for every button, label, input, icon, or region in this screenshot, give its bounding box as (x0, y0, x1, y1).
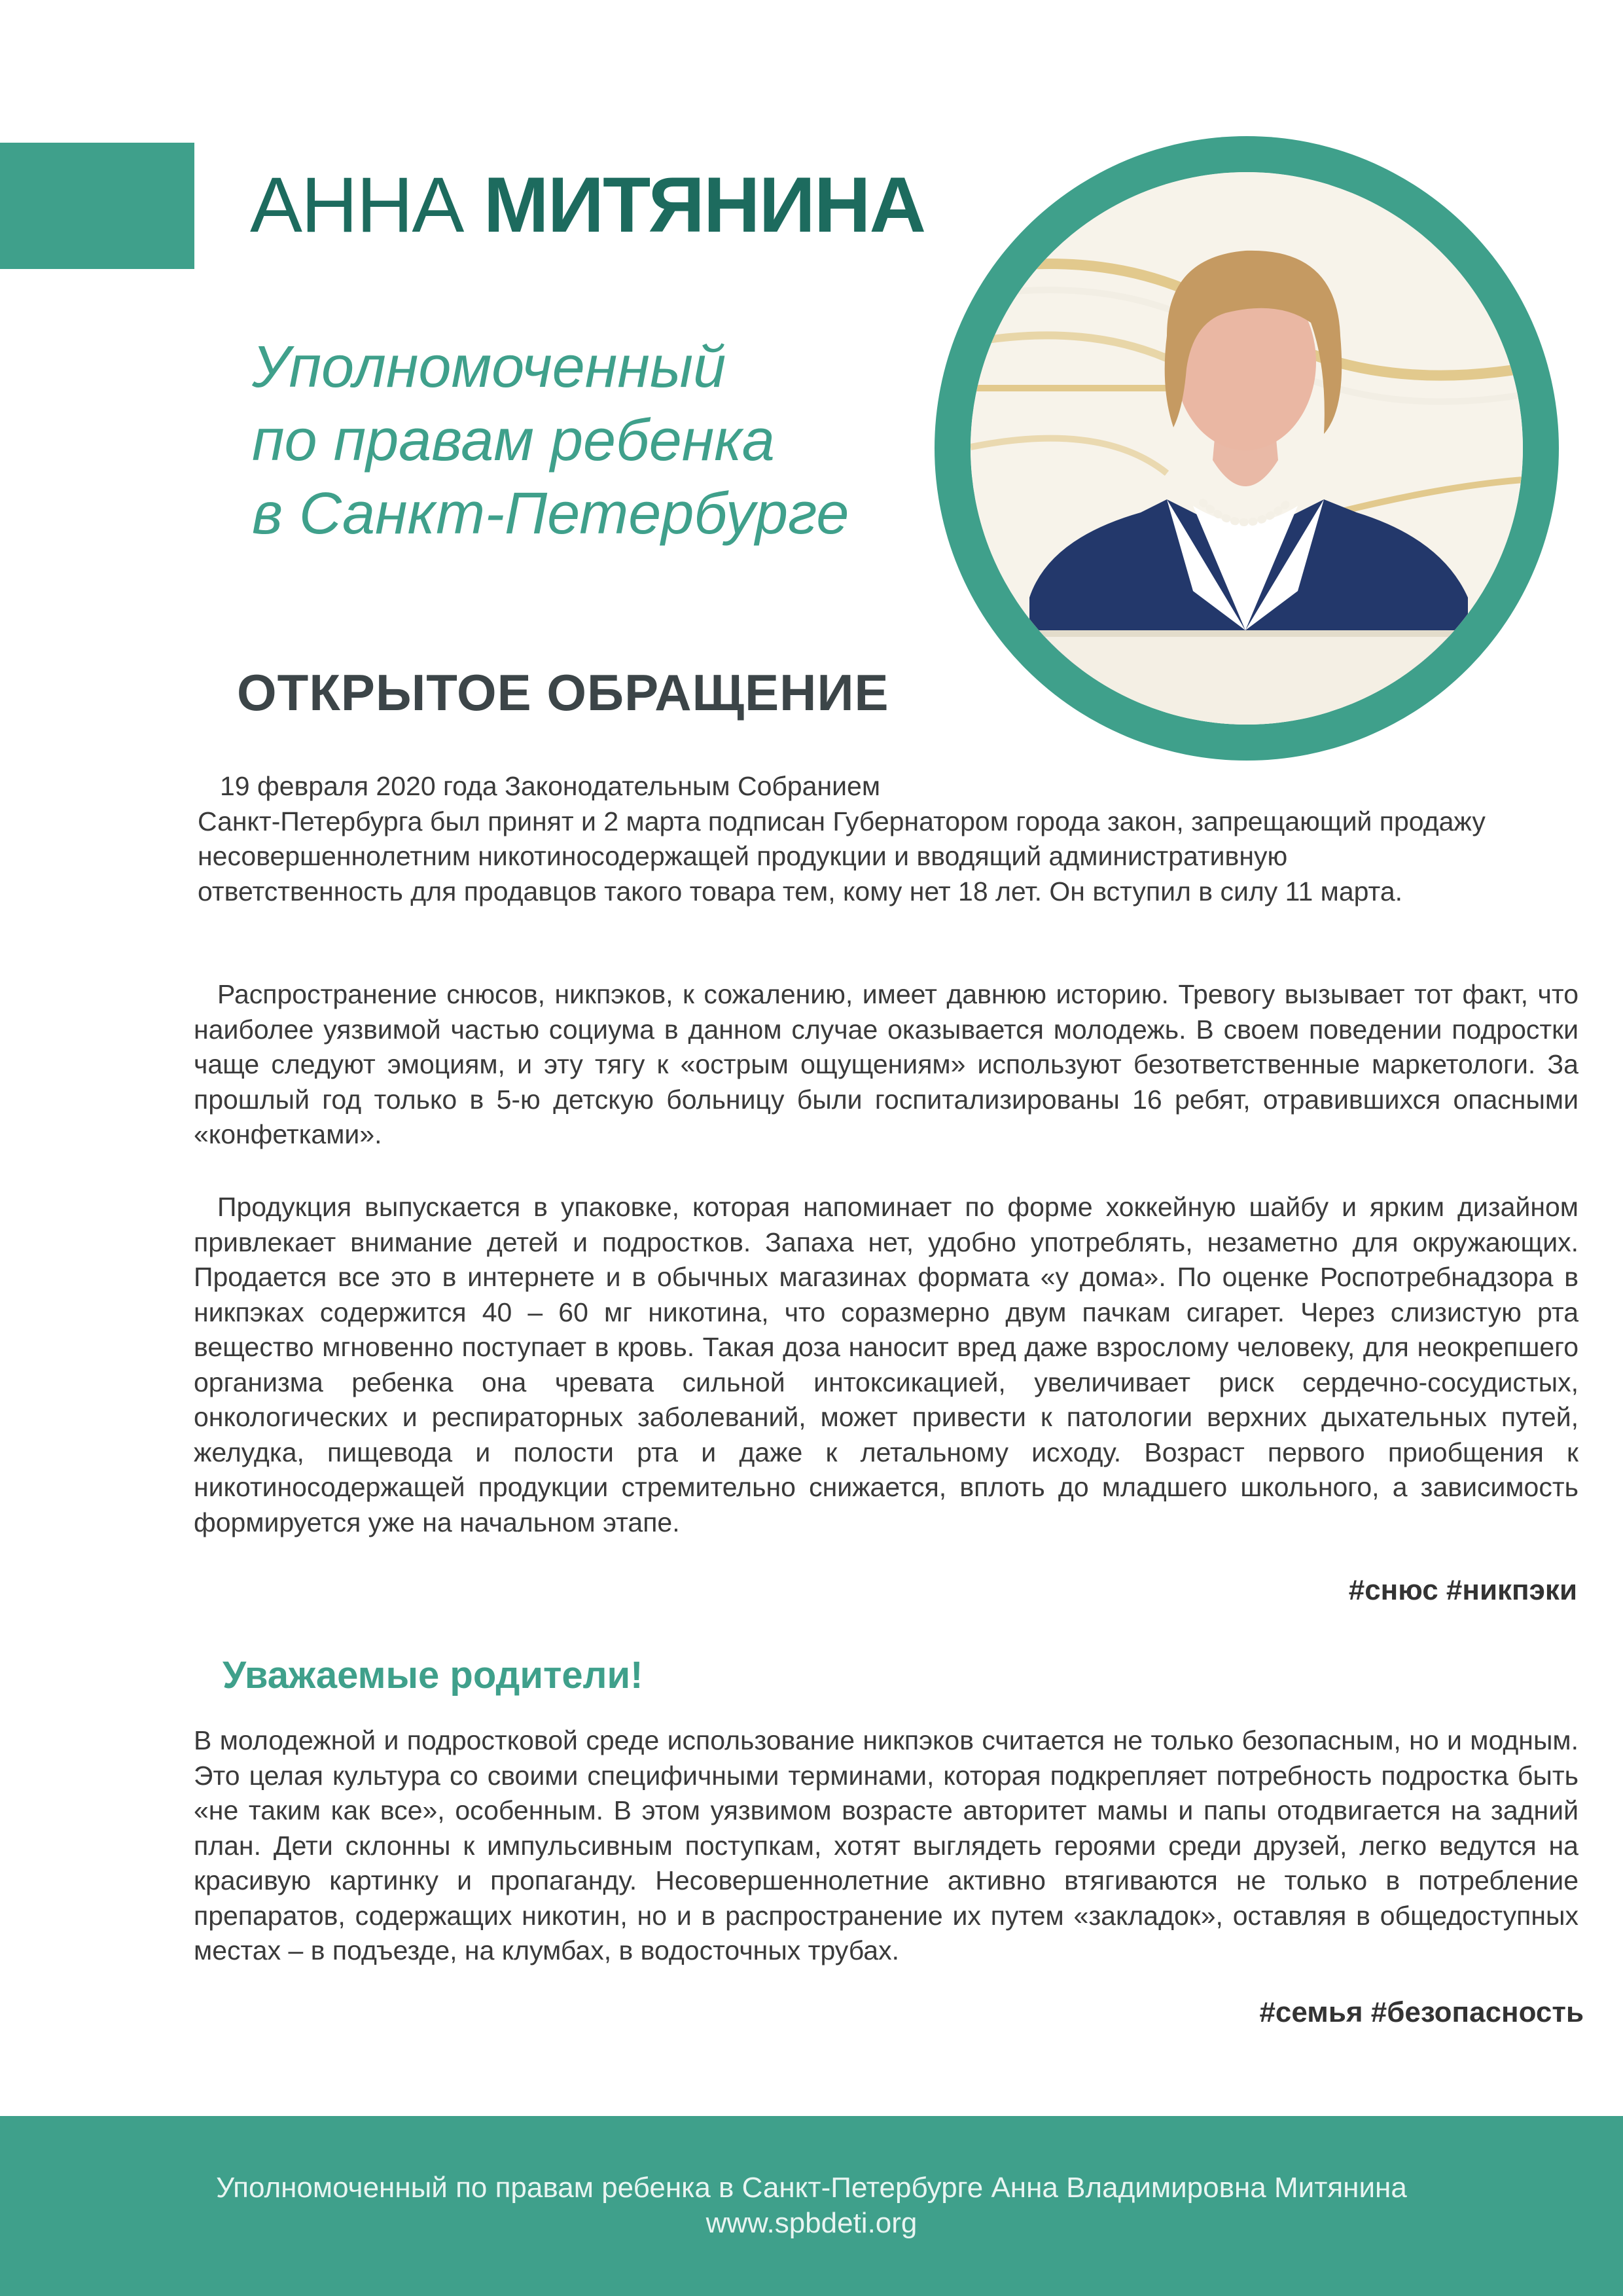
intro-paragraph (198, 769, 1585, 909)
hashtags: #снюс #никпэки (1348, 1574, 1577, 1606)
author-first-name: АННА (250, 161, 463, 249)
footer-website: www.spbdeti.org (705, 2207, 918, 2239)
author-name (250, 156, 925, 254)
role-line: в Санкт-Петербурге (252, 481, 849, 547)
portrait-photo (935, 136, 1559, 761)
hashtags: #семья #безопасность (1259, 1996, 1584, 2028)
intro-line: несовершеннолетним никотиносодержащей продукции и вводящий административную (198, 841, 1288, 871)
page-title: ОТКРЫТОЕ ОБРАЩЕНИЕ (237, 664, 889, 721)
intro-line: 19 февраля 2020 года Законодательным Собранием (220, 771, 881, 801)
author-last-name: МИТЯНИНА (483, 161, 925, 249)
header-accent-block (0, 143, 194, 269)
footer-credit: Уполномоченный по правам ребенка в Санкт-Петербурге Анна Владимировна Митянина (216, 2172, 1407, 2204)
role-line: по правам ребенка (252, 408, 775, 473)
role-line: Уполномоченный (252, 334, 726, 400)
portrait-image (971, 172, 1523, 725)
footer (0, 2116, 1623, 2296)
body-paragraph: Распространение снюсов, никпэков, к сожалению, имеет давнюю историю. Тревогу вызывает тот факт, что наиболее уязвимой частью социума в данном случае оказывается молодежь. В своем поведении подростки чаще следуют эмоциям, и эту тягу к «острым ощущениям» используют безответственные маркетологи. За прошлый год только в 5-ю детскую больницу были госпитализированы 16 ребят, отравившихся опасными «конфетками». (194, 979, 1578, 1149)
intro-line: Санкт-Петербурга был принят и 2 марта подписан Губернатором города закон, запрещающий продажу (198, 806, 1486, 836)
intro-line: ответственность для продавцов такого товара тем, кому нет 18 лет. Он вступил в силу 11 марта. (198, 876, 1403, 906)
portrait-illustration (971, 172, 1523, 725)
body-paragraph: В молодежной и подростковой среде использование никпэков считается не только безопасным, но и модным. Это целая культура со своими специфичными терминами, которая подкрепляет потребность подростка быть «не таким как все», особенным. В этом уязвимом возрасте авторитет мамы и папы отодвигается на задний план. Дети склонны к импульсивным поступкам, хотят выглядеть героями среди друзей, легко ведутся на красивую картинку и пропаганду. Несовершеннолетние активно втягиваются не только в потребление препаратов, содержащих никотин, но и в распространение их путем «закладок», оставляя в общедоступных местах – в подъезде, на клумбах, в водосточных трубах. (194, 1725, 1578, 1965)
parents-heading: Уважаемые родители! (223, 1654, 643, 1696)
author-role (252, 331, 880, 550)
body-paragraph: Продукция выпускается в упаковке, которая напоминает по форме хоккейную шайбу и ярким дизайном привлекает внимание детей и подростков. Запаха нет, удобно употреблять, незаметно для окружающих. Продается все это в интернете и в обычных магазинах формата «у дома». По оценке Роспотребнадзора в никпэках содержится 40 – 60 мг никотина, что соразмерно двум пачкам сигарет. Через слизистую рта вещество мгновенно поступает в кровь. Такая доза наносит вред даже взрослому человеку, для неокрепшего организма ребенка она чревата сильной интоксикацией, увеличивает риск сердечно-сосудистых, онкологических и респираторных заболеваний, может привести к патологии верхних дыхательных путей, желудка, пищевода и полости рта и даже к летальному исходу. Возраст первого приобщения к никотиносодержащей продукции стремительно снижается, вплоть до младшего школьного, а зависимость формируется уже на начальном этапе. (194, 1192, 1578, 1537)
